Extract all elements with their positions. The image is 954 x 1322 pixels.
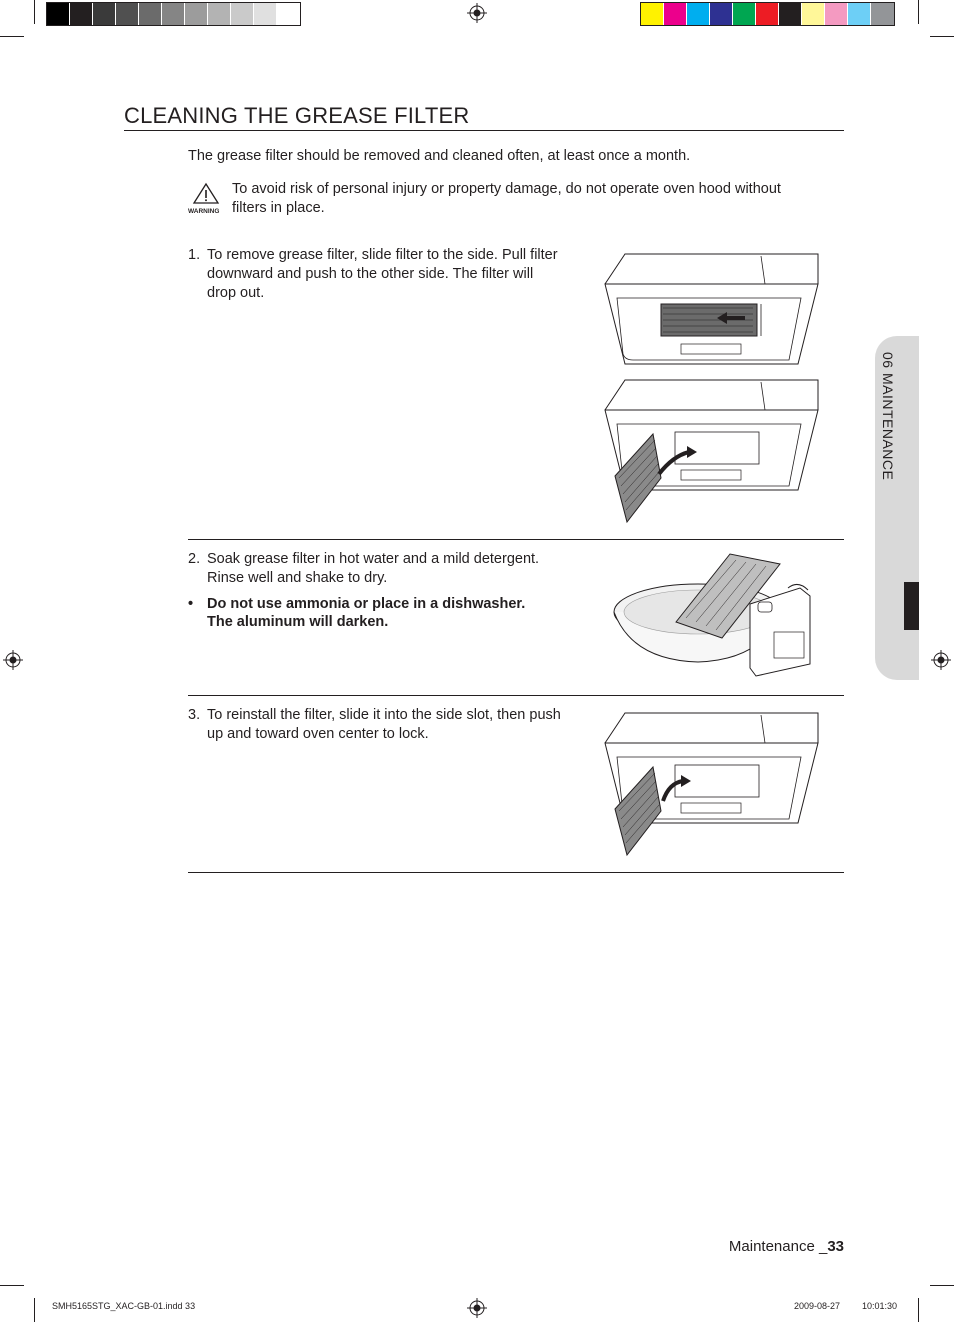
step-number: 1.: [188, 247, 201, 263]
hood-filter-slide-illustration: [603, 252, 821, 368]
registration-mark-icon: [931, 650, 951, 670]
gray-swatch: [139, 3, 162, 25]
warning-text-line: To avoid risk of personal injury or property damage, do not operate oven hood without: [232, 181, 781, 197]
hood-filter-drop-illustration: [603, 378, 821, 526]
crop-mark: [0, 1285, 24, 1286]
print-date: 2009-08-27: [794, 1301, 841, 1311]
color-swatch: [825, 3, 848, 25]
soak-filter-illustration: [612, 552, 818, 678]
crop-mark: [0, 36, 24, 37]
gray-swatch: [162, 3, 185, 25]
gray-swatch: [116, 3, 139, 25]
warning-icon: [191, 182, 221, 210]
color-swatch: [779, 3, 802, 25]
crop-mark: [918, 1298, 919, 1322]
grayscale-bar: [46, 2, 301, 26]
registration-mark-icon: [467, 1298, 487, 1318]
print-time: 10:01:30: [862, 1301, 898, 1311]
chapter-tab-marker: [904, 582, 919, 630]
gray-swatch: [231, 3, 254, 25]
color-swatch: [687, 3, 710, 25]
intro-text: The grease filter should be removed and cleaned often, at least once a month.: [188, 148, 691, 164]
crop-mark: [34, 1298, 35, 1322]
gray-swatch: [47, 3, 70, 25]
step-text-line: To remove grease filter, slide filter to the side. Pull filter: [207, 247, 558, 263]
hood-filter-reinstall-illustration: [603, 711, 821, 859]
page-title: CLEANING THE GREASE FILTER: [124, 103, 470, 128]
registration-mark-icon: [467, 3, 487, 23]
step-number: 2.: [188, 551, 201, 567]
color-swatch: [802, 3, 825, 25]
step-text-line: Soak grease filter in hot water and a mild detergent.: [207, 551, 540, 567]
caution-note-line: Do not use ammonia or place in a dishwasher.: [207, 596, 526, 612]
chapter-tab-label: 06 MAINTENANCE: [880, 352, 896, 481]
gray-swatch: [185, 3, 208, 25]
gray-swatch: [70, 3, 93, 25]
crop-mark: [930, 36, 954, 37]
caution-note-line: The aluminum will darken.: [207, 614, 389, 630]
crop-mark: [918, 0, 919, 24]
step-text-line: To reinstall the filter, slide it into the side slot, then push: [207, 707, 561, 723]
page-number-value: 33: [827, 1238, 844, 1255]
section-divider: [188, 872, 844, 873]
step-text-line: up and toward oven center to lock.: [207, 726, 429, 742]
page-number: [729, 1238, 844, 1255]
color-bar: [640, 2, 895, 26]
section-name: Maintenance _: [728, 1238, 828, 1255]
crop-mark: [34, 0, 35, 24]
gray-swatch: [93, 3, 116, 25]
file-name: SMH5165STG_XAC-GB-01.indd 33: [52, 1301, 196, 1311]
title-rule: [124, 130, 844, 131]
bullet: •: [188, 596, 194, 612]
color-swatch: [641, 3, 664, 25]
warning-icon-label: WARNING: [188, 208, 220, 215]
step-text-line: drop out.: [207, 285, 265, 301]
registration-mark-icon: [3, 650, 23, 670]
step-number: 3.: [188, 707, 201, 723]
color-swatch: [848, 3, 871, 25]
color-swatch: [664, 3, 687, 25]
color-swatch: [733, 3, 756, 25]
crop-mark: [930, 1285, 954, 1286]
gray-swatch: [208, 3, 231, 25]
section-divider: [188, 695, 844, 696]
gray-swatch: [277, 3, 300, 25]
step-text-line: Rinse well and shake to dry.: [207, 570, 388, 586]
warning-text-line: filters in place.: [232, 200, 325, 216]
section-divider: [188, 539, 844, 540]
color-swatch: [710, 3, 733, 25]
color-swatch: [756, 3, 779, 25]
step-text-line: downward and push to the other side. The filter will: [207, 266, 534, 282]
gray-swatch: [254, 3, 277, 25]
color-swatch: [871, 3, 894, 25]
